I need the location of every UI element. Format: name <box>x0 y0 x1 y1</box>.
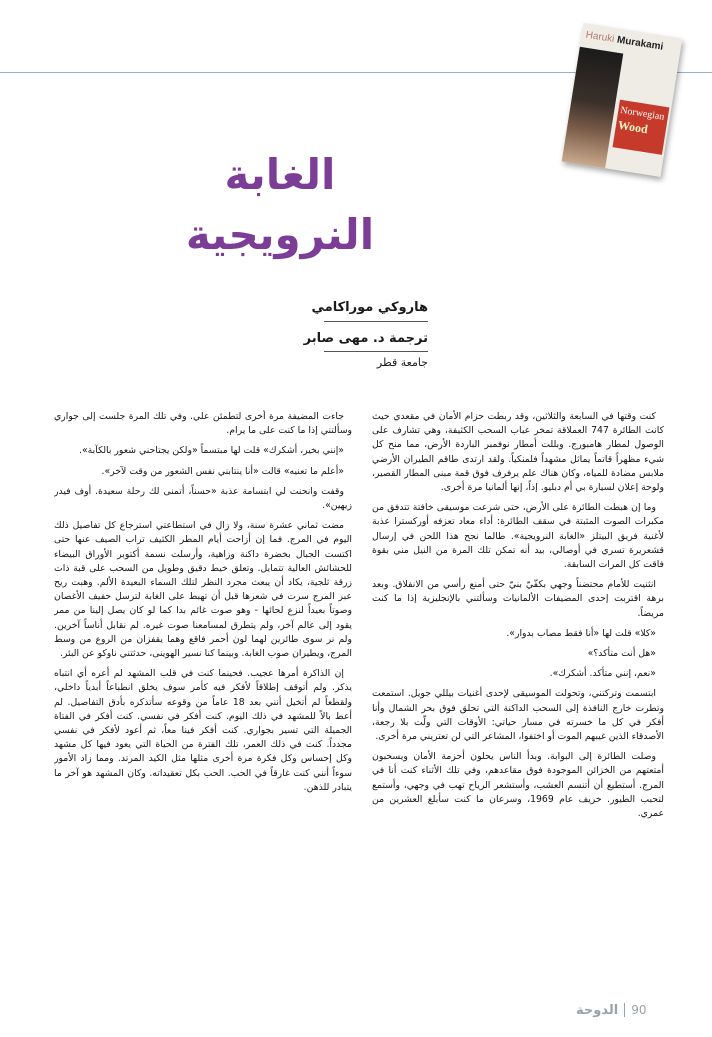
cover-title <box>613 100 670 155</box>
paragraph: وصلت الطائرة إلى البوابة. وبدأ الناس يحلون أحزمة الأمان ويسحبون أمتعتهم من الخزائن الموجودة فوق مقاعدهم، وفي تلك الأثناء كنت أنا في المرج. أستطيع أن أتنسم العشب، وأستشعر الرياح تهب في وجهي، وأستمع لتحبب الطيور. خريف عام 1969، وسرعان ما كنت سأبلغ العشرين من عمري. <box>372 751 664 820</box>
article-column-left <box>54 410 352 985</box>
cover-photo <box>562 47 624 168</box>
paragraph: «هل أنت متأكد؟» <box>587 648 656 660</box>
paragraph: «إنني بخير، أشكرك» قلت لها مبتسماً «ولكن يجتاحني شعور بالكآبة». <box>79 445 344 457</box>
cover-author-first: Haruki <box>584 29 616 45</box>
article-column-right <box>372 410 664 985</box>
paragraph: جاءت المضيفة مرة أخرى لتطمئن علي. وفي تلك المرة جلست إلى جواري وسألتني إذا ما كنت على ما يرام. <box>54 411 352 437</box>
paragraph: انثنيت للأمام محتضناً وجهي بكفّيّ بنيّ حتى أمنع رأسي من الانفلاق. وبعد برهة اقتربت إحدى المضيفات الألمانيات وسألتني بالإنجليزية إذا ما كنت مريضاً. <box>372 579 664 619</box>
paragraph: إن الذاكرة أمرها عجيب. فحينما كنت في قلب المشهد لم أعره أي انتباه يذكر. ولم أتوقف إطلاقاً لأفكر فيه كأمر سوف يخلق انطباعاً أبدياً داخلي، ولقطعاً لم أتخيل أنني بعد 18 عاماً من وقوعه سأتذكره بأدق التفاصيل. لم أعط بالاً للمشهد في ذلك اليوم. كنت أفكر في نفسي. كنت أفكر في الفتاة الجميلة التي تسير بجواري. كنت أفكر فينا معاً، ثم أعود لأفكر في نفسي مجدداً. كنت في ذلك العمر، تلك الفترة من الحياة التي يعود فيها كل مشهد وكل إحساس وكل فكرة مرة أخرى مثلها مثل الكيد المرتد. ومما زاد الأمور سوءاً أنني كنت غارقاً في الحب. الحب بكل تعقيداته. وكان المشهد هو آخر ما يتبادر للذهن. <box>54 668 352 793</box>
cover-title-line1: Norwegian <box>619 104 666 123</box>
paragraph: «أعلم ما تعنيه» قالت «أنا ينتابني نفس الشعور من وقت لآخر». <box>101 465 344 477</box>
cover-title-line2: Wood <box>616 117 649 137</box>
paragraph: ابتسمت وتركتني، وتحولت الموسيقى لإحدى أغنيات بيللي جويل. استمعت وتطرت خارج النافذة إلى السحب الداكنة التي تحلق فوق بحر الشمال وأنا أفكر في كل ما خسرته في مسار حياتي: الأوقات التي ولّت بلا رجعة، الأصدقاء الذين غيبهم الموت أو اختفوا، المشاعر التي لن تعتريني مرة أخرى. <box>372 688 664 743</box>
translator-underline <box>324 351 428 352</box>
footer-divider <box>624 1003 625 1017</box>
page-number: 90 <box>631 1003 647 1017</box>
book-cover-image <box>562 23 683 177</box>
author-name: هاروكي موراكامي <box>311 300 428 315</box>
paragraph: كنت وقتها في السابعة والثلاثين، وقد ربطت حزام الأمان في مقعدي حيث كانت الطائرة 747 العملاقة تمخر عباب السحب الكثيفة، وهي تشارف على الوصول لمطار هامبورج. وبللت أمطار نوفمبر الباردة الأرض، مما منح كل شيء مظهراً قاتماً يماثل مشهداً فلمنكياً. ولقد ارتدى طاقم الطيران الأرضي ملابس مضادة للمياه، وكان هناك علم يرفرف فوق قمة مبنى المطار القصير، ولوحة إعلان لسيارة بي أم دبليو. إذاً، إنها ألمانيا مرة أخرى. <box>372 411 664 494</box>
paragraph: مضت ثماني عشرة سنة، ولا زال في استطاعتي استرجاع كل تفاصيل ذلك اليوم في المرج. فما إن أزاحت أيام المطر الكثيف تراب الصيف عنها حتى اكتست الجبال بخضرة داكنة وزاهية، وأرسلت نسمة أكتوبر الأوراق البيضاء للحشائش العالية تتمايل. وتعلق خيط دقيق وطويل من السحب على قبة ذات زرقة ثلجية، يكاد أن يبعث مجرد النظر لتلك السماء البعيدة الألم. وهبت ريح عبر المرج سرت في شعرها قبل أن تهبط على الغابة لترسل حفيف الأغصان وصوتاً بعيداً لنزع لحائها - وهو صوت غائم بدا كما لو كان يصل إلينا من ممر يقود إلى عالم آخر، ولم يتطرق لمسامعنا صوت غيره. لم نقابل أناساً آخرين. ولم نر سوى طائرين لهما لون أحمر فاقع وهما يقفزان من الروع من وسط المرج، ويطيران صوب الغابة. وبينما كنا نسير الهوينى، حدثتني ناوكو عن البئر. <box>54 520 352 660</box>
paragraph: وقفت وانحنت لي ابتسامة عذبة «حسناً، أتمنى لك رحلة سعيدة. أوف فيدر زيهين». <box>54 485 352 512</box>
cover-author-last: Murakami <box>616 34 664 53</box>
paragraph: «كلا» قلت لها «أنا فقط مصاب بدوار». <box>506 627 656 639</box>
paragraph: وما إن هبطت الطائرة على الأرض، حتى شرعت موسيقى خافتة تتدفق من مكبرات الصوت المثبتة في سقف الطائرة: أداء معاد تعزفه أوركسترا عذبة لأغنية فريق البيتلز «الغابة النرويجية». طالما نجح هذا اللحن في إرسال قشعريرة تسري في أوصالي، بيد أنه تمكن تلك المرة من النيل مني بقوة فاقت كل المرات السابقة. <box>372 502 664 571</box>
affiliation: جامعة قطر <box>376 356 428 369</box>
paragraph: «نعم، إنني متأكد. أشكرك». <box>549 668 656 680</box>
magazine-logo: الدوحة <box>576 1002 619 1018</box>
author-underline <box>324 321 428 322</box>
page-footer <box>576 1000 646 1020</box>
article-title: الغابة النرويجية <box>185 150 375 259</box>
translator-name: ترجمة د. مهى صابر <box>303 331 428 346</box>
